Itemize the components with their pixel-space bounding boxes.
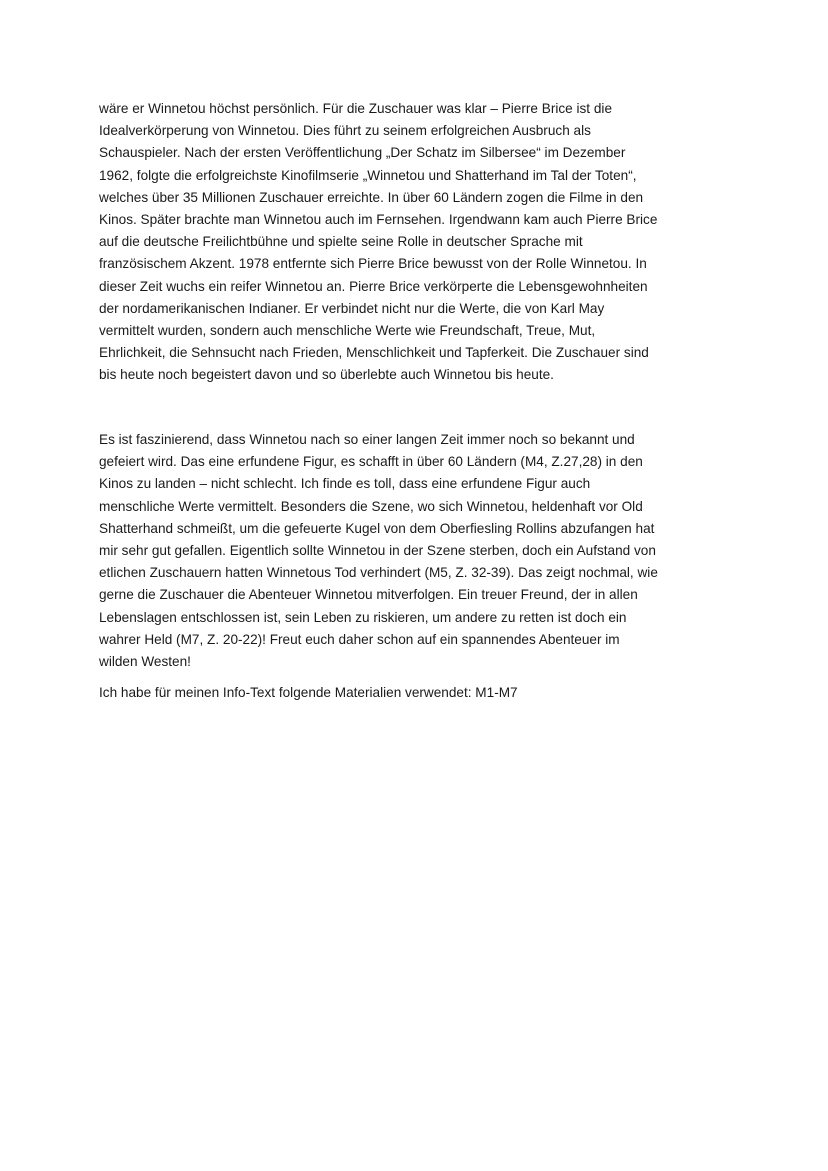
text-line: mir sehr gut gefallen. Eigentlich sollte Winnetou in der Szene sterben, doch ein Aufstand von — [99, 543, 656, 559]
text-line: 1962, folgte die erfolgreichste Kinofilmserie „Winnetou und Shatterhand im Tal der Toten“, — [99, 167, 637, 183]
text-line: dieser Zeit wuchs ein reifer Winnetou an. Pierre Brice verkörperte die Lebensgewohnheiten — [99, 278, 648, 294]
text-line: Shatterhand schmeißt, um die gefeuerte Kugel von dem Oberfiesling Rollins abzufangen hat — [99, 520, 655, 536]
text-line: gerne die Zuschauer die Abenteuer Winnetou mitverfolgen. Ein treuer Freund, der in allen — [99, 587, 638, 603]
text-line: vermittelt wurden, sondern auch menschliche Werte wie Freundschaft, Treue, Mut, — [99, 323, 596, 339]
text-line: auf die deutsche Freilichtbühne und spielte seine Rolle in deutscher Sprache mit — [99, 234, 583, 250]
text-line: der nordamerikanischen Indianer. Er verbindet nicht nur die Werte, die von Karl May — [99, 300, 605, 316]
text-line: Ehrlichkeit, die Sehnsucht nach Frieden, Menschlichkeit und Tapferkeit. Die Zuschauer sind — [99, 345, 649, 361]
text-line: wahrer Held (M7, Z. 20-22)! Freut euch daher schon auf ein spannendes Abenteuer im — [99, 631, 620, 647]
paragraph-pierre-brice — [99, 98, 733, 387]
text-line: wilden Westen! — [99, 654, 191, 670]
text-line: etlichen Zuschauern hatten Winnetous Tod verhindert (M5, Z. 32-39). Das zeigt nochmal, wie — [99, 565, 658, 581]
text-line: wäre er Winnetou höchst persönlich. Für die Zuschauer was klar – Pierre Brice ist die — [99, 101, 613, 116]
text-line: Schauspieler. Nach der ersten Veröffentlichung „Der Schatz im Silbersee“ im Dezember — [99, 145, 626, 161]
text-line: Kinos zu landen – nicht schlecht. Ich finde es toll, dass eine erfundene Figur auch — [99, 476, 591, 492]
paragraph-opinion — [99, 429, 733, 673]
text-line: Ich habe für meinen Info-Text folgende Materialien verwendet: M1-M7 — [99, 685, 518, 700]
text-line: Idealverkörperung von Winnetou. Dies führt zu seinem erfolgreichen Ausbruch als — [99, 123, 591, 139]
text-line: Es ist faszinierend, dass Winnetou nach so einer langen Zeit immer noch so bekannt und — [99, 432, 635, 447]
text-line: menschliche Werte vermittelt. Besonders die Szene, wo sich Winnetou, heldenhaft vor Old — [99, 498, 643, 514]
text-line: Kinos. Später brachte man Winnetou auch im Fernsehen. Irgendwann kam auch Pierre Brice — [99, 212, 658, 228]
text-line: bis heute noch begeistert davon und so überlebte auch Winnetou bis heute. — [99, 367, 554, 383]
text-line: französischem Akzent. 1978 entfernte sich Pierre Brice bewusst von der Rolle Winnetou. In — [99, 256, 647, 272]
paragraph-sources — [99, 682, 733, 704]
text-line: welches über 35 Millionen Zuschauer erreichte. In über 60 Ländern zogen die Filme in den — [99, 189, 644, 205]
text-line: Lebenslagen entschlossen ist, sein Leben zu riskieren, um andere zu retten ist doch ein — [99, 609, 627, 625]
text-line: gefeiert wird. Das eine erfundene Figur, es schafft in über 60 Ländern (M4, Z.27,28) in den — [99, 454, 643, 470]
